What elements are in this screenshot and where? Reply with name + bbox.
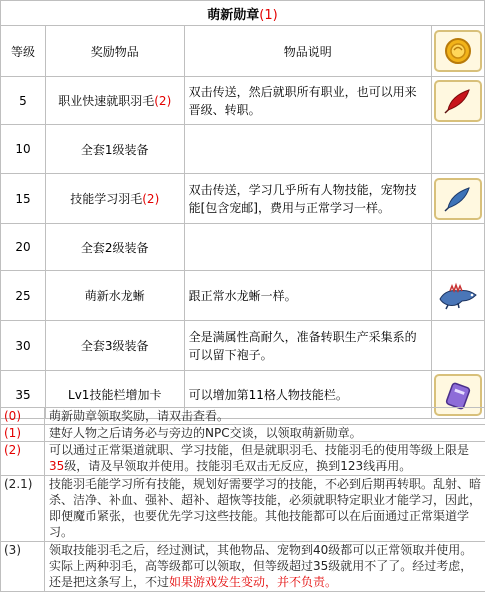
row-level: 15 <box>1 174 46 224</box>
row-level: 30 <box>1 321 46 371</box>
note-row <box>1 542 485 592</box>
note-row <box>1 408 485 425</box>
row-reward-text: 职业快速就职羽毛 <box>58 94 154 108</box>
header-level: 等级 <box>1 26 46 77</box>
note-text-part: 级，请及早领取并使用。技能羽毛双击无反应，换到123线再用。 <box>64 459 411 473</box>
note-text: 建好人物之后请务必与旁边的NPC交谈，以领取萌新勋章。 <box>45 425 485 442</box>
note-key: (1) <box>1 425 45 442</box>
red-feather-icon <box>434 80 482 122</box>
row-reward: 萌新水龙蜥 <box>45 271 184 321</box>
title-text: 萌新勋章 <box>207 8 259 23</box>
row-icon-cell <box>431 174 484 224</box>
header-row <box>1 26 485 77</box>
header-reward: 奖励物品 <box>45 26 184 77</box>
row-icon-cell <box>431 224 484 271</box>
row-level: 35 <box>1 371 46 419</box>
row-desc <box>184 224 431 271</box>
blue-feather-icon <box>434 178 482 220</box>
note-text: 萌新勋章领取奖励，请双击查看。 <box>45 408 485 425</box>
row-reward-text: 技能学习羽毛 <box>70 192 142 206</box>
note-text-level-highlight: 35 <box>49 459 64 473</box>
table-row <box>1 321 485 371</box>
row-level: 20 <box>1 224 46 271</box>
row-reward: Lv1技能栏增加卡 <box>45 371 184 419</box>
row-reward: 全套3级装备 <box>45 321 184 371</box>
notes-table <box>0 407 485 592</box>
note-row <box>1 442 485 476</box>
table-row <box>1 271 485 321</box>
note-key: (0) <box>1 408 45 425</box>
table-row <box>1 125 485 174</box>
row-desc: 可以增加第11格人物技能栏。 <box>184 371 431 419</box>
note-key: (3) <box>1 542 45 592</box>
table-row <box>1 174 485 224</box>
water-lizard-pet-icon <box>436 277 480 315</box>
note-text <box>45 442 485 476</box>
row-level: 5 <box>1 77 46 125</box>
row-icon-cell <box>431 321 484 371</box>
note-row <box>1 425 485 442</box>
medal-icon <box>434 30 482 72</box>
row-desc: 双击传送，然后就职所有职业，也可以用来晋级、转职。 <box>184 77 431 125</box>
note-key: (2.1) <box>1 476 45 542</box>
header-icon-cell <box>431 26 484 77</box>
note-row <box>1 476 485 542</box>
row-reward: 全套2级装备 <box>45 224 184 271</box>
row-level: 25 <box>1 271 46 321</box>
note-disclaimer: 如果游戏发生变动，并不负责。 <box>169 575 337 589</box>
row-reward: 全套1级装备 <box>45 125 184 174</box>
note-text: 技能羽毛能学习所有技能，规划好需要学习的技能，不必到后期再转职。乱射、暗杀、洁净、补血、强补、超补、超恢等技能，必须就职特定职业才能学习，因此，即便魔币紧张，也要优先学习这些技能。其他技能都可以在后面通过正常渠道学习。 <box>45 476 485 542</box>
row-icon-cell <box>431 125 484 174</box>
title-footnote-mark: (1) <box>259 8 277 23</box>
row-reward-mark: (2) <box>142 192 159 206</box>
note-key: (2) <box>1 442 45 476</box>
row-level: 10 <box>1 125 46 174</box>
note-text <box>45 542 485 592</box>
row-desc: 全是满属性高耐久，准备转职生产采集系的可以留下袍子。 <box>184 321 431 371</box>
table-row <box>1 77 485 125</box>
row-reward-mark: (2) <box>154 94 171 108</box>
row-icon-cell <box>431 271 484 321</box>
row-reward <box>45 174 184 224</box>
row-reward <box>45 77 184 125</box>
table-title <box>1 1 485 26</box>
row-icon-cell <box>431 77 484 125</box>
row-desc: 跟正常水龙蜥一样。 <box>184 271 431 321</box>
note-text-part: 可以通过正常渠道就职、学习技能，但是就职羽毛、技能羽毛的使用等级上限是 <box>49 443 469 457</box>
header-desc: 物品说明 <box>184 26 431 77</box>
table-row <box>1 224 485 271</box>
row-desc: 双击传送，学习几乎所有人物技能，宠物技能[包含宠邮]，费用与正常学习一样。 <box>184 174 431 224</box>
note-text-part: 领取技能羽毛之后，经过测试，其他物品、宠物到40级都可以正常领取并使用。实际上两种羽毛，高等级都可以领取，但等级超过35级就用不了了。经过考虑，还是把这条写上，不过 <box>49 543 472 589</box>
row-desc <box>184 125 431 174</box>
